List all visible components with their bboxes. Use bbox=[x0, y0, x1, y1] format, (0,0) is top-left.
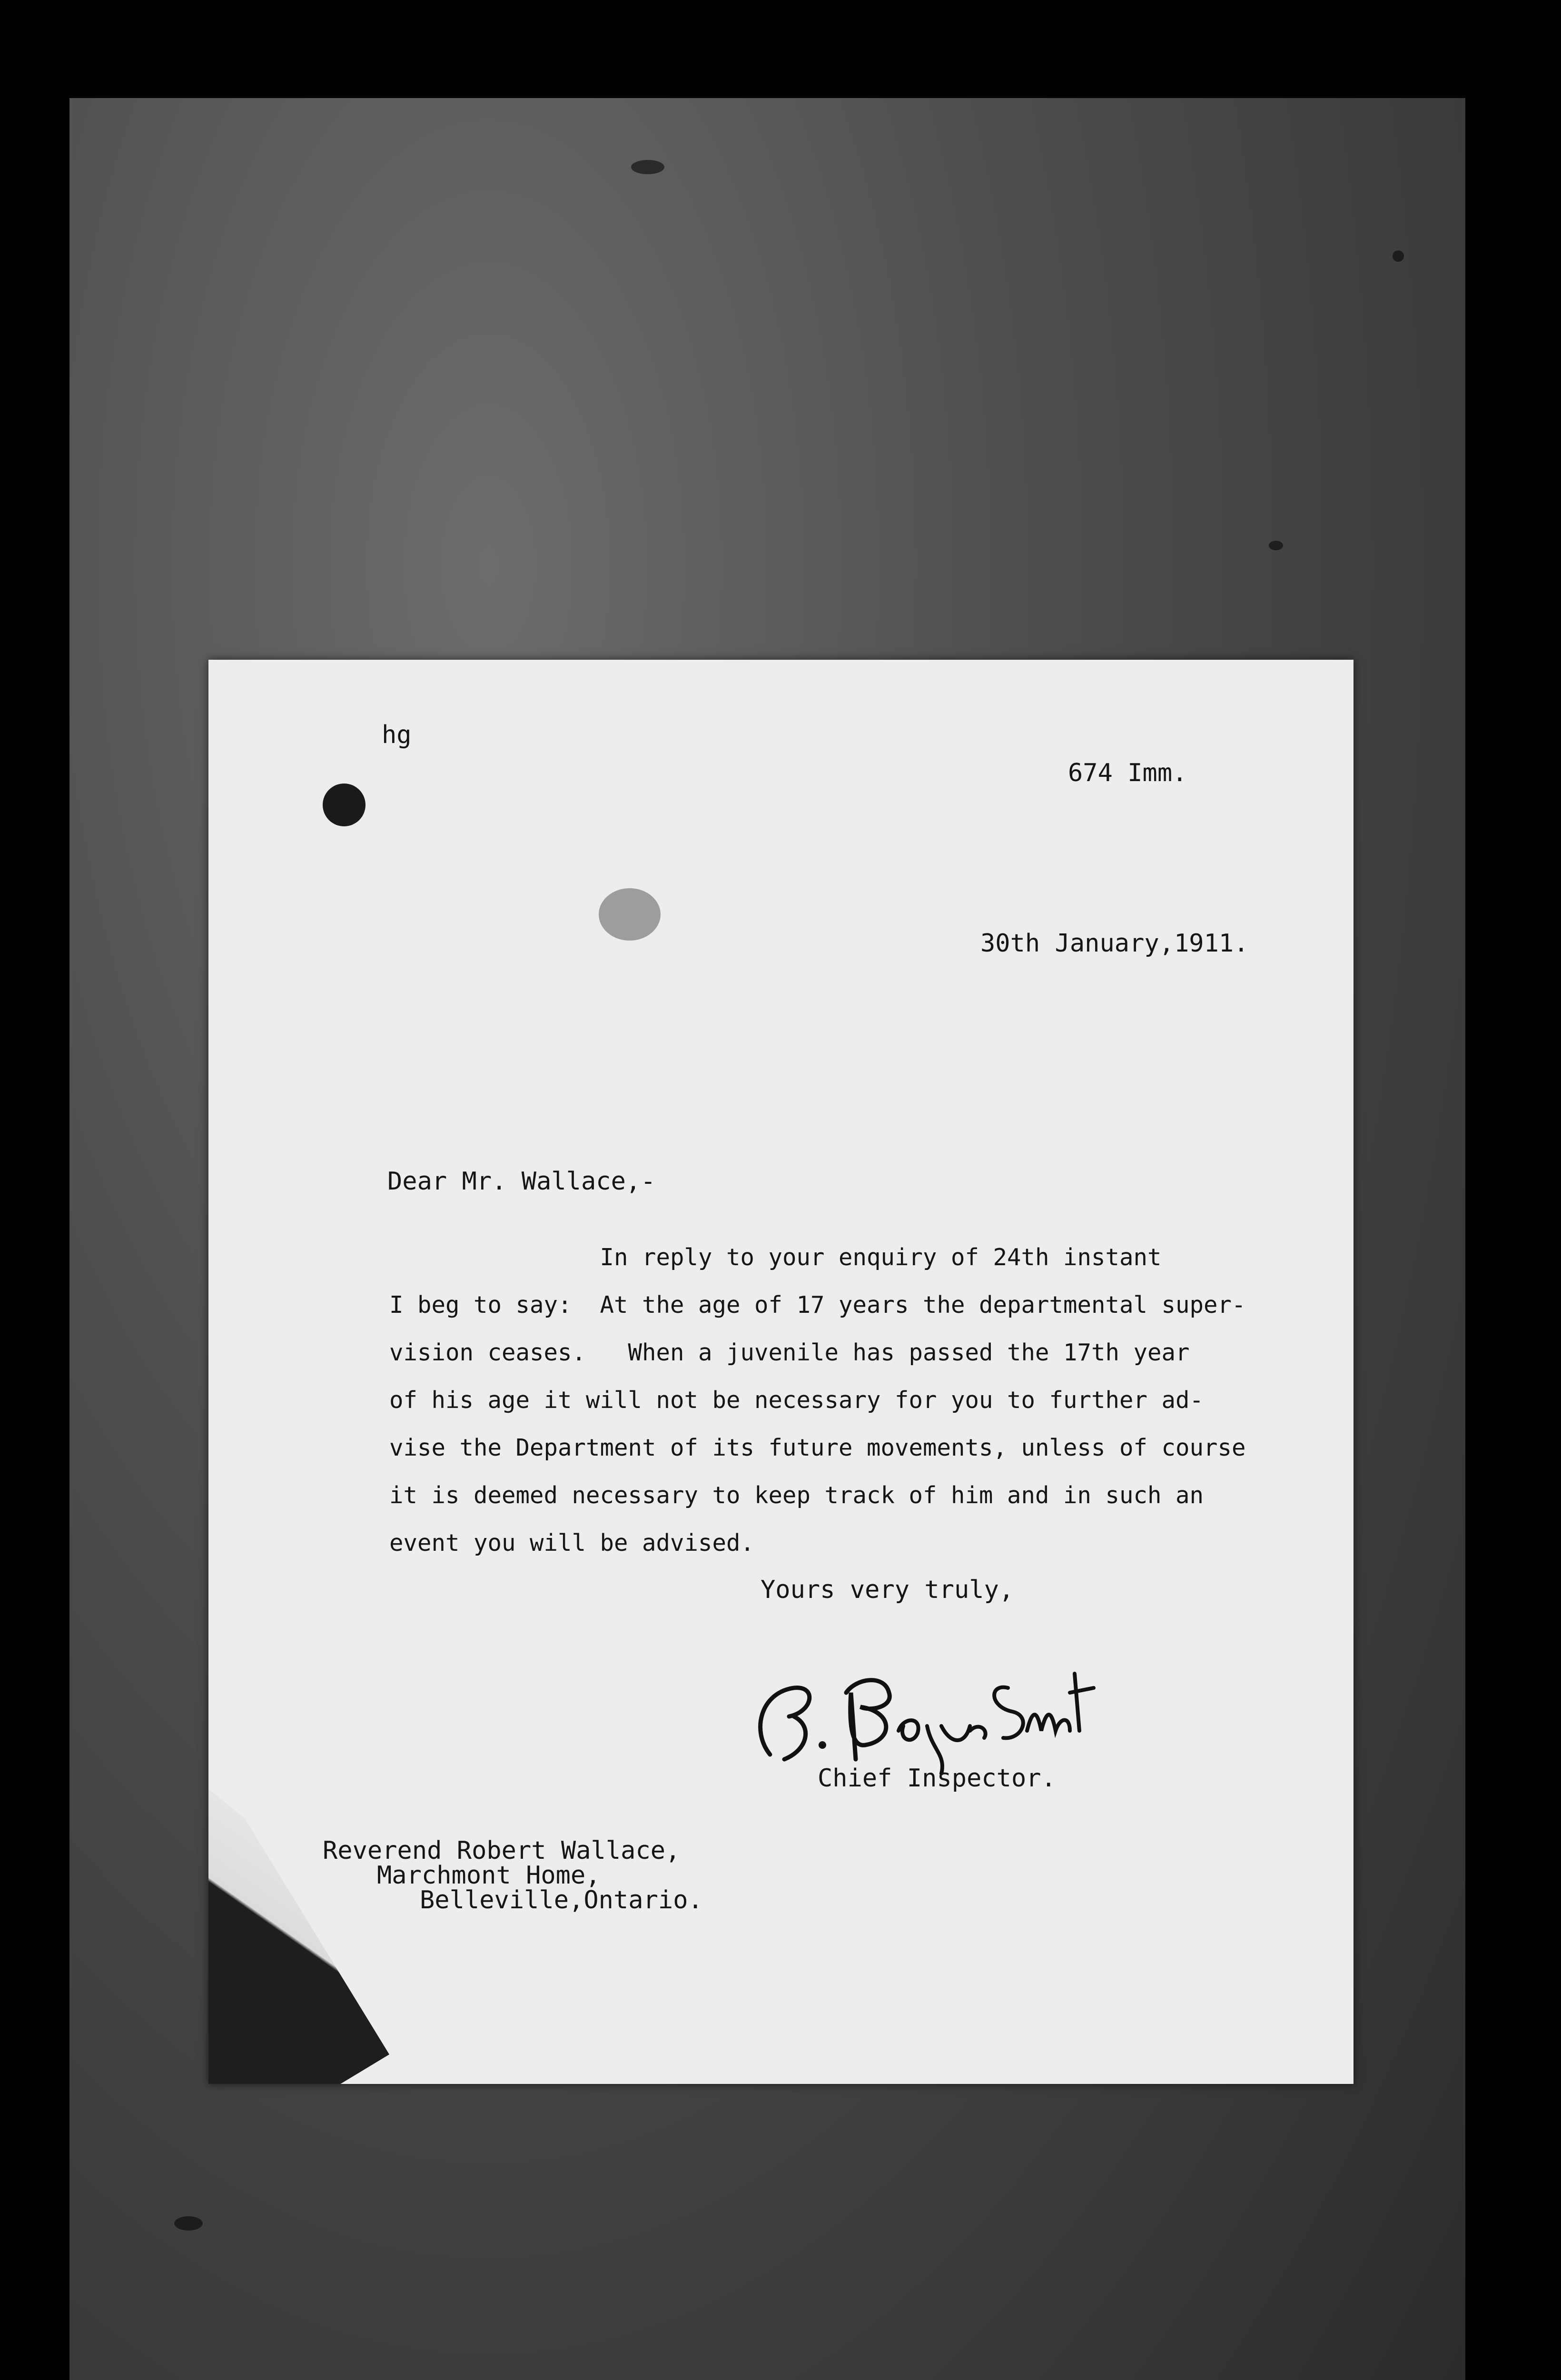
body-line: vise the Department of its future movements, unless of course bbox=[389, 1434, 1246, 1461]
signer-title: Chief Inspector. bbox=[818, 1764, 1056, 1793]
body-line: In reply to your enquiry of 24th instant bbox=[389, 1244, 1162, 1271]
board-speck bbox=[1269, 541, 1283, 550]
recipient-line: Marchmont Home, bbox=[377, 1861, 601, 1890]
body-line: of his age it will not be necessary for you to further ad- bbox=[389, 1387, 1204, 1414]
body-line: I beg to say: At the age of 17 years the departmental super- bbox=[389, 1291, 1246, 1319]
body-line: event you will be advised. bbox=[389, 1529, 755, 1557]
salutation: Dear Mr. Wallace,- bbox=[387, 1167, 656, 1196]
board-speck bbox=[631, 160, 664, 174]
typist-initials: hg bbox=[382, 721, 412, 749]
recipient-line: Reverend Robert Wallace, bbox=[323, 1836, 681, 1865]
body-line: it is deemed necessary to keep track of him and in such an bbox=[389, 1482, 1204, 1509]
letter-body bbox=[389, 1234, 1246, 1567]
body-line: vision ceases. When a juvenile has passed the 17th year bbox=[389, 1339, 1190, 1366]
ink-blot bbox=[323, 783, 366, 826]
letter-page bbox=[208, 660, 1354, 2084]
folded-corner bbox=[208, 1789, 389, 2084]
closing: Yours very truly, bbox=[761, 1576, 1014, 1604]
board-speck bbox=[174, 2216, 203, 2231]
handwritten-signature bbox=[741, 1636, 1103, 1778]
board-speck bbox=[1393, 250, 1404, 262]
file-number: 674 Imm. bbox=[1068, 759, 1187, 787]
recipient-line: Belleville,Ontario. bbox=[420, 1886, 703, 1914]
letter-date: 30th January,1911. bbox=[980, 929, 1249, 958]
ink-smudge bbox=[599, 888, 661, 941]
